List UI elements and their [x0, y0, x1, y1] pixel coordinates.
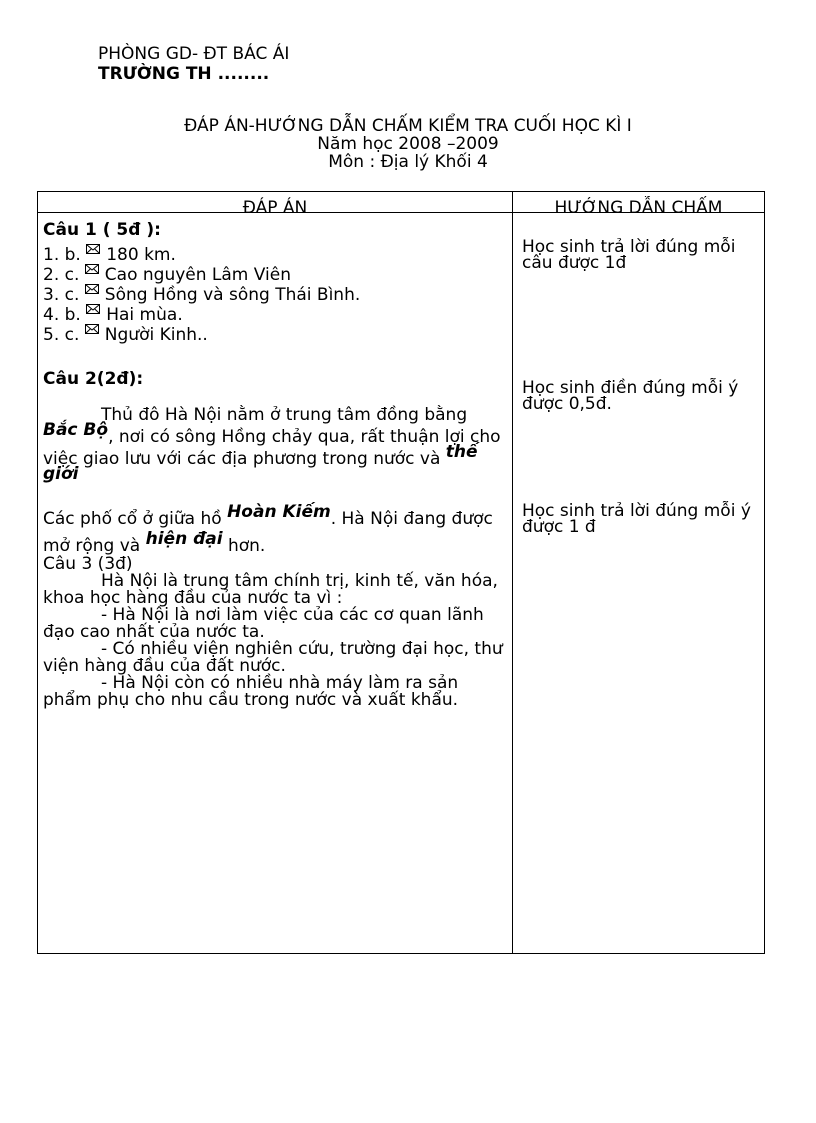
header-divider	[38, 212, 764, 213]
q2-text-2b: . Hà Nội đang được mở rộng và	[43, 509, 493, 556]
question-1-answers	[43, 247, 505, 347]
envelope-checkbox-icon	[85, 281, 99, 291]
question-3-point-2: - Có nhiều viện nghiên cứu, trường đại học, thư viện hàng đầu của đất nước.	[43, 639, 503, 676]
question-1-answer-3	[43, 287, 505, 307]
school-name: TRƯỜNG TH ........	[98, 64, 270, 84]
answer-bac-bo: Bắc Bộ	[43, 420, 109, 440]
envelope-checkbox-icon	[85, 321, 99, 331]
q2-text-2a: Các phố cổ ở giữa hồ	[43, 509, 228, 529]
question-1-answer-4	[43, 307, 505, 327]
question-3-point-3: - Hà Nội còn có nhiều nhà máy làm ra sản phẩm phụ cho nhu cầu trong nước và xuất khẩu.	[43, 673, 459, 710]
answer-number: 4. b.	[43, 305, 81, 325]
question-3-title: Câu 3 (3đ)	[43, 554, 133, 574]
answer-text: 180 km.	[106, 245, 176, 265]
answer-text: Người Kinh..	[104, 325, 208, 345]
envelope-checkbox-icon	[85, 261, 99, 271]
guide-question-1: Học sinh trả lời đúng mỗi câu được 1đ	[522, 237, 736, 273]
office-name: PHÒNG GD- ĐT BÁC ÁI	[98, 44, 290, 64]
answer-number: 5. c.	[43, 325, 80, 345]
answer-number: 1. b.	[43, 245, 81, 265]
question-2-paragraph-2	[43, 502, 505, 560]
column-header-answer: ĐÁP ÁN	[242, 198, 308, 212]
answer-hien-dai: hiện đại	[145, 529, 223, 549]
guide-question-3: Học sinh trả lời đúng mỗi ý được 1 đ	[522, 501, 751, 537]
envelope-checkbox-icon	[86, 241, 100, 251]
answer-number: 3. c.	[43, 285, 80, 305]
q2-text-1a: Thủ đô Hà Nội nằm ở trung tâm đồng bằng	[101, 405, 468, 425]
column-header-guide: HƯỚNG DẪN CHẤM	[554, 198, 723, 212]
question-1-title: Câu 1 ( 5đ ):	[43, 220, 161, 240]
question-1-answer-5	[43, 327, 505, 347]
answer-hoan-kiem: Hoàn Kiếm	[227, 502, 331, 522]
answer-column	[43, 222, 505, 709]
answer-number: 2. c.	[43, 265, 80, 285]
column-divider	[512, 192, 513, 953]
answer-the-gioi: thế giới	[43, 442, 478, 484]
q2-text-2c: hơn.	[222, 536, 266, 556]
envelope-checkbox-icon	[86, 301, 100, 311]
answer-table	[37, 191, 765, 954]
question-1-answer-1	[43, 247, 505, 267]
q2-text-1b: , nơi có sông Hồng chảy qua, rất thuận lợi cho việc giao lưu với các địa phương trong nước và	[43, 427, 501, 469]
subject-line: Môn : Địa lý Khối 4	[328, 152, 488, 172]
answer-text: Hai mùa.	[106, 305, 183, 325]
page-title: ĐÁP ÁN-HƯỚNG DẪN CHẤM KIỂM TRA CUỐI HỌC KÌ I	[184, 116, 632, 136]
answer-text: Sông Hồng và sông Thái Bình.	[104, 285, 361, 305]
question-2-paragraph-1	[43, 404, 505, 492]
answer-text: Cao nguyên Lâm Viên	[104, 265, 291, 285]
question-3-point-1: - Hà Nội là nơi làm việc của các cơ quan lãnh đạo cao nhất của nước ta.	[43, 605, 484, 642]
school-year: Năm học 2008 –2009	[317, 134, 499, 154]
question-2-title: Câu 2(2đ):	[43, 369, 144, 389]
guide-question-2: Học sinh điền đúng mỗi ý được 0,5đ.	[522, 378, 739, 414]
question-1-answer-2	[43, 267, 505, 287]
question-3-intro: Hà Nội là trung tâm chính trị, kinh tế, văn hóa, khoa học hàng đầu của nước ta vì :	[43, 571, 498, 608]
